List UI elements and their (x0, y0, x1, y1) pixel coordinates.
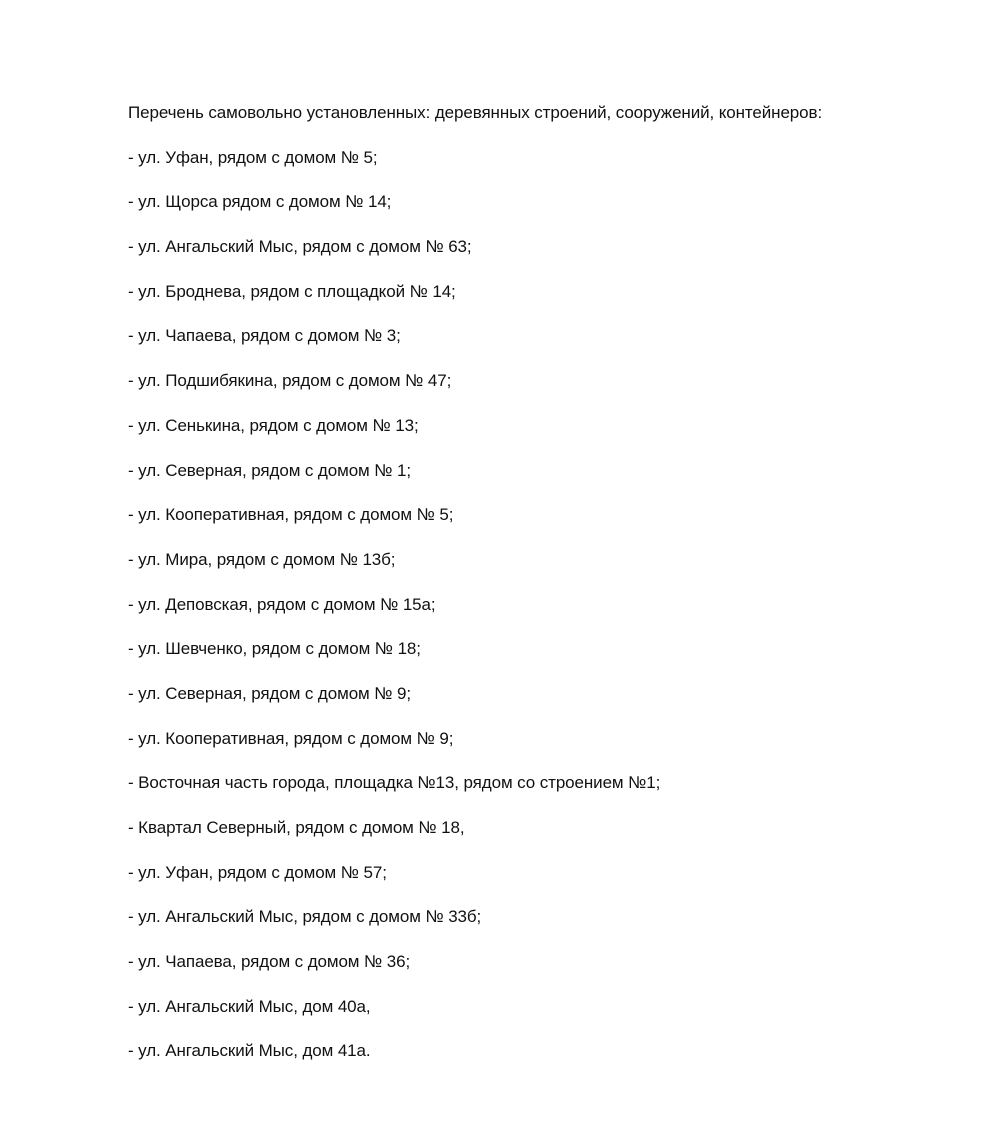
list-item: - Квартал Северный, рядом с домом № 18, (128, 818, 465, 837)
list-item: - ул. Сенькина, рядом с домом № 13; (128, 415, 419, 435)
list-item: - ул. Ангальский Мыс, рядом с домом № 33б; (128, 907, 482, 927)
list-item: - ул. Кооперативная, рядом с домом № 9; (128, 728, 454, 748)
document-title: Перечень самовольно установленных: деревянных строений, сооружений, контейнеров: (128, 103, 823, 122)
list-item: - ул. Ангальский Мыс, рядом с домом № 63; (128, 237, 472, 257)
list-item: - ул. Кооперативная, рядом с домом № 5; (128, 505, 454, 525)
list-item: - ул. Северная, рядом с домом № 9; (128, 683, 411, 703)
document-body (128, 101, 968, 1084)
list-item: - ул. Деповская, рядом с домом № 15а; (128, 594, 436, 614)
list-item: - Восточная часть города, площадка №13, рядом со строением №1; (128, 773, 661, 793)
list-item: - ул. Ангальский Мыс, дом 40а, (128, 996, 371, 1016)
list-item: - ул. Щорса рядом с домом № 14; (128, 192, 392, 212)
list-item: - ул. Ангальский Мыс, дом 41а. (128, 1041, 371, 1061)
list-item: - ул. Шевченко, рядом с домом № 18; (128, 639, 421, 659)
list-item: - ул. Северная, рядом с домом № 1; (128, 460, 411, 480)
list-item: - ул. Чапаева, рядом с домом № 36; (128, 952, 411, 972)
list-item: - ул. Мира, рядом с домом № 13б; (128, 549, 396, 569)
list-item: - ул. Подшибякина, рядом с домом № 47; (128, 371, 452, 391)
list-item: - ул. Броднева, рядом с площадкой № 14; (128, 281, 456, 301)
list-item: - ул. Чапаева, рядом с домом № 3; (128, 326, 401, 346)
list-item: - ул. Уфан, рядом с домом № 57; (128, 862, 387, 882)
list-item: - ул. Уфан, рядом с домом № 5; (128, 147, 378, 167)
